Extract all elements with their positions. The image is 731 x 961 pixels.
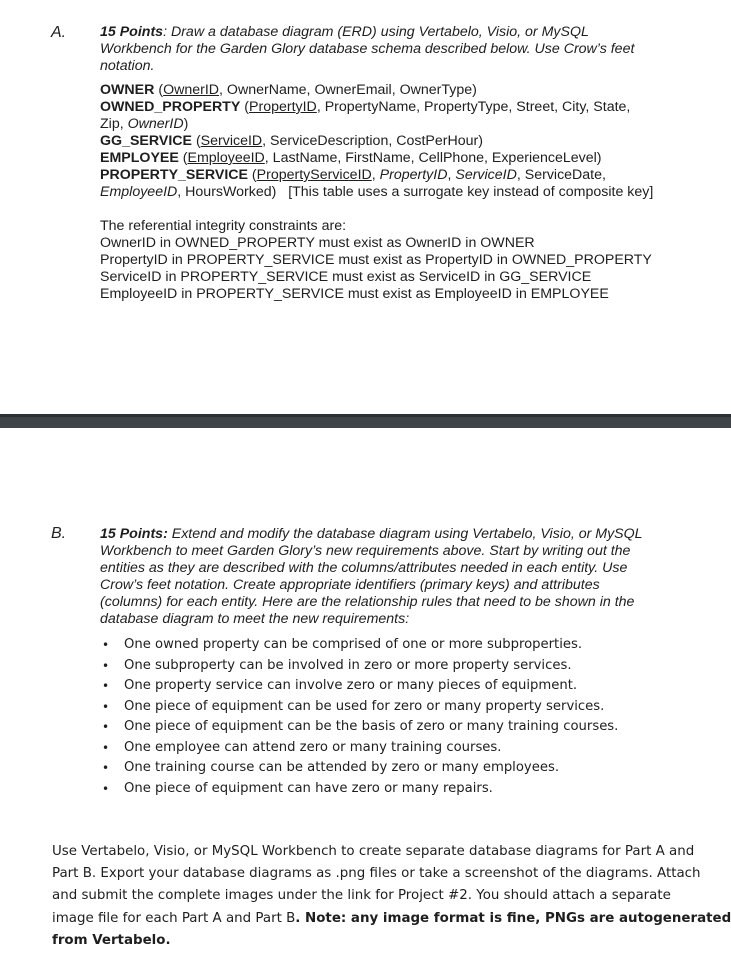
part-a-intro-line1: : Draw a database diagram (ERD) using Vertabelo, Visio, or MySQL: [163, 24, 589, 40]
part-b-intro-line: Extend and modify the database diagram using Vertabelo, Visio, or MySQL: [167, 526, 643, 542]
instruction-line: Use Vertabelo, Visio, or MySQL Workbench to create separate database diagrams for Part A and: [52, 844, 695, 859]
page-divider: [0, 414, 731, 428]
primary-key: ServiceID: [200, 133, 263, 149]
table-name: EMPLOYEE: [100, 150, 179, 166]
rule-text: One training course can be attended by zero or many employees.: [124, 760, 560, 775]
rule-text: One employee can attend zero or many training courses.: [124, 739, 502, 755]
list-item: [100, 635, 618, 656]
columns: , ServiceDate,: [516, 167, 606, 183]
table-employee: EMPLOYEE (EmployeeID, LastName, FirstName, CellPhone, ExperienceLevel): [100, 150, 602, 166]
foreign-key: PropertyID: [379, 167, 448, 183]
list-item: [100, 717, 618, 738]
table-owned-property-cont: [100, 116, 653, 133]
instruction-line: [52, 908, 731, 930]
list-item: [100, 676, 618, 697]
schema-definition: [100, 82, 653, 201]
rule-text: One piece of equipment can be used for zero or many property services.: [124, 698, 605, 714]
bullet-icon: •: [102, 761, 110, 775]
part-b-intro-line: Crow’s feet notation. Create appropriate identifiers (primary keys) and attributes: [100, 577, 600, 593]
rule-text: One piece of equipment can have zero or many repairs.: [124, 780, 493, 796]
relationship-rules-list: [100, 635, 618, 799]
columns: , ServiceDescription, CostPerHour): [262, 133, 483, 149]
rule-text: One piece of equipment can be the basis of zero or many training courses.: [124, 719, 619, 734]
constraint-item: EmployeeID in PROPERTY_SERVICE must exist as EmployeeID in EMPLOYEE: [100, 286, 609, 302]
rule-text: One owned property can be comprised of one or more subproperties.: [124, 637, 583, 652]
foreign-key: ServiceID: [455, 167, 517, 183]
part-b-intro-line: Workbench to meet Garden Glory’s new requirements above. Start by writing out the: [100, 543, 631, 559]
part-a-letter: A.: [51, 24, 67, 41]
primary-key: EmployeeID: [187, 150, 265, 166]
table-note: [This table uses a surrogate key instead of composite key]: [288, 184, 654, 200]
list-item: [100, 697, 618, 718]
part-a-intro-line3: notation.: [100, 58, 155, 74]
instruction-text: image file for each Part A and Part B: [52, 910, 296, 926]
part-b-letter: B.: [51, 525, 67, 542]
constraint-item: PropertyID in PROPERTY_SERVICE must exist as PropertyID in OWNED_PROPERTY: [100, 252, 652, 268]
table-name: OWNER: [100, 82, 155, 98]
foreign-key: EmployeeID: [100, 184, 178, 200]
part-b-points: 15 Points:: [100, 526, 168, 542]
part-a-intro: [100, 24, 634, 75]
instruction-line: and submit the complete images under the link for Project #2. You should attach a separate: [52, 888, 671, 904]
list-item: [100, 758, 618, 779]
columns: , LastName, FirstName, CellPhone, ExperienceLevel): [264, 150, 602, 166]
foreign-key: OwnerID: [127, 116, 184, 132]
bullet-icon: •: [102, 781, 110, 796]
table-name: OWNED_PROPERTY: [100, 99, 241, 115]
rule-text: One property service can involve zero or many pieces of equipment.: [124, 678, 578, 693]
constraint-item: ServiceID in PROPERTY_SERVICE must exist as ServiceID in GG_SERVICE: [100, 269, 592, 285]
constraint-item: OwnerID in OWNED_PROPERTY must exist as OwnerID in OWNER: [100, 235, 535, 251]
primary-key: OwnerID: [163, 82, 220, 98]
table-name: GG_SERVICE: [100, 133, 192, 149]
bullet-icon: •: [102, 740, 110, 755]
table-property-service-cont: [100, 184, 653, 201]
table-owned-property: OWNED_PROPERTY (PropertyID, PropertyName, PropertyType, Street, City, State,: [100, 99, 631, 115]
bullet-icon: •: [102, 720, 110, 734]
rule-text: One subproperty can be involved in zero or more property services.: [124, 657, 572, 673]
list-item: [100, 738, 618, 759]
table-name: PROPERTY_SERVICE: [100, 167, 248, 183]
part-b-intro-line: entities as they are described with the columns/attributes needed in each entity. Use: [100, 560, 628, 576]
part-a-points: 15 Points: [100, 24, 164, 40]
part-b-intro-line: (columns) for each entity. Here are the relationship rules that need to be shown in the: [100, 594, 635, 610]
constraints-block: [100, 218, 652, 303]
table-property-service: PROPERTY_SERVICE (PropertyServiceID, PropertyID, ServiceID, ServiceDate,: [100, 167, 606, 183]
instruction-note-end: from Vertabelo.: [52, 932, 171, 948]
columns: ): [183, 116, 189, 132]
instruction-line: Part B. Export your database diagrams as .png files or take a screenshot of the diagrams. Attach: [52, 866, 701, 882]
list-item: [100, 779, 618, 800]
table-gg-service: GG_SERVICE (ServiceID, ServiceDescription, CostPerHour): [100, 133, 483, 149]
columns: , HoursWorked): [177, 184, 277, 200]
part-a-intro-line2: Workbench for the Garden Glory database schema described below. Use Crow’s feet: [100, 41, 635, 57]
bullet-icon: •: [102, 638, 110, 652]
columns: , PropertyName, PropertyType, Street, City, State,: [316, 99, 631, 115]
primary-key: PropertyID: [249, 99, 317, 115]
bullet-icon: •: [102, 699, 110, 714]
bullet-icon: •: [102, 658, 110, 673]
columns: , OwnerName, OwnerEmail, OwnerType): [219, 82, 477, 98]
list-item: [100, 656, 618, 677]
constraints-title: The referential integrity constraints are:: [100, 218, 347, 234]
part-b-intro-line: database diagram to meet the new requirements:: [100, 611, 410, 627]
part-b-intro: [100, 526, 643, 628]
primary-key: PropertyServiceID: [256, 167, 372, 183]
columns: Zip,: [100, 116, 128, 132]
bullet-icon: •: [102, 679, 110, 693]
submission-instructions: [52, 841, 731, 952]
instruction-note: . Note: any image format is fine, PNGs are autogenerated: [295, 910, 731, 926]
table-owner: OWNER (OwnerID, OwnerName, OwnerEmail, OwnerType): [100, 82, 477, 98]
